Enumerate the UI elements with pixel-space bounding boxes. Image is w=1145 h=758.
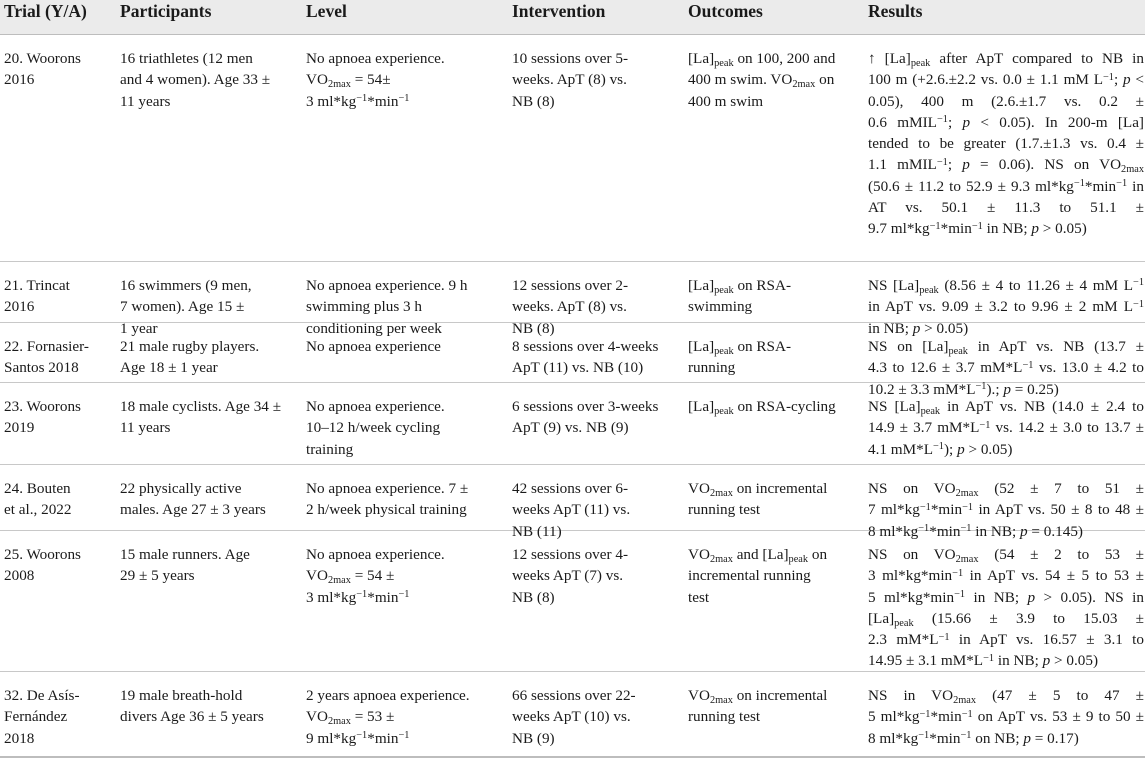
table-row	[0, 34, 1145, 262]
cell-outcomes	[688, 48, 858, 112]
cell-line: 10–12 h/week cycling	[306, 419, 441, 437]
cell-line: 18 male cyclists. Age 34 ±	[120, 398, 282, 415]
cell-line: NB (8)	[512, 588, 555, 606]
cell-line: 0.6 mMIL$^{-1}$; p < 0.05). In 200-m [La]	[868, 113, 1144, 131]
cell-line: 22 physically active	[120, 480, 242, 497]
table-row	[0, 671, 1145, 758]
cell-line: 5 $ml*kg*\min^{-1}$ in NB; p > 0.05). NS in	[868, 588, 1144, 606]
cell-line: tended to be greater (1.7.±1.3 vs. 0.4 ±	[868, 135, 1144, 153]
table-row	[0, 322, 1145, 398]
cell-level	[306, 685, 498, 749]
cell-line: 4.1 $mM*L^{-1}$); p > 0.05)	[868, 440, 1013, 458]
cell-line: swimming plus 3 h	[306, 298, 423, 316]
cell-line: AT vs. 50.1 ± 11.3 to 51.1 ±	[868, 199, 1144, 217]
cell-line: NS $[La]_{peak}$ in ApT vs. NB (14.0 ± 2.4 to	[868, 398, 1144, 417]
cell-line: 0.05), 400 m (2.6.±1.7 vs. 0.2 ±	[868, 92, 1144, 110]
cell-participants	[120, 478, 298, 521]
cell-line: $[La]_{peak}$ (15.66 ± 3.9 to 15.03 ±	[868, 609, 1144, 629]
cell-line: 4.3 to 12.6 ± 3.7 $mM*L^{-1}$ vs. 13.0 ± 4.2 to	[868, 359, 1144, 377]
cell-trial	[4, 48, 112, 91]
cell-line: NS on $VO_{2max}$ (52 ± 7 to 51 ±	[868, 480, 1145, 499]
table-row	[0, 464, 1145, 540]
table-row	[0, 382, 1145, 465]
cell-line: 9 $ml*kg^{-1}*\min^{-1}$	[306, 729, 410, 747]
cell-line: 14.9 ± 3.7 $mM*L^{-1}$ vs. 14.2 ± 3.0 to 13.7 ±	[868, 419, 1144, 437]
cell-line: NB (8)	[512, 92, 555, 110]
header-trial: Trial (Y/A)	[4, 1, 87, 21]
cell-line: $[La]_{peak}$ on RSA-	[688, 338, 792, 357]
header-intervention: Intervention	[512, 1, 606, 21]
cell-line: 12 sessions over 4-	[512, 546, 629, 563]
cell-trial	[4, 544, 112, 587]
cell-line: $VO_{2max}$ and $[La]_{peak}$ on	[688, 546, 828, 565]
cell-line: 29 ± 5 years	[120, 567, 195, 585]
cell-line: in ApT vs. 9.09 ± 3.2 to 9.96 ± 2 mM $L^{-1}$	[868, 298, 1144, 316]
cell-results	[868, 544, 1144, 672]
cell-line: 7 $ml*kg^{-1}*\min^{-1}$ in ApT vs. 50 ± 8 to 48 ±	[868, 501, 1144, 519]
cell-line: NB (9)	[512, 729, 555, 747]
cell-outcomes	[688, 275, 858, 318]
cell-intervention	[512, 396, 674, 439]
cell-line: NS on $[La]_{peak}$ in ApT vs. NB (13.7 ±	[868, 338, 1144, 357]
cell-intervention	[512, 336, 674, 379]
cell-line: (50.6 ± 11.2 to 52.9 ± 9.3 $ml*kg^{-1}*\min^{-1}$ in	[868, 177, 1144, 195]
cell-line: weeks. ApT (8) vs.	[512, 298, 627, 316]
header-outcomes: Outcomes	[688, 1, 763, 21]
cell-level	[306, 478, 498, 521]
cell-line: 8 $ml*kg^{-1}*\min^{-1}$ on NB; p = 0.17)	[868, 729, 1079, 747]
cell-line: 42 sessions over 6-	[512, 480, 629, 497]
table-row	[0, 261, 1145, 337]
cell-line: 5 $ml*kg^{-1}*\min^{-1}$ on ApT vs. 53 ± 9 to 50 ±	[868, 708, 1144, 726]
cell-line: 2008	[4, 567, 35, 585]
cell-line: running test	[688, 708, 761, 726]
cell-outcomes	[688, 544, 858, 608]
cell-line: 2016	[4, 71, 35, 89]
cell-line: 21. Trincat	[4, 277, 70, 294]
cell-line: 23. Woorons	[4, 398, 81, 415]
cell-line: 21 male rugby players.	[120, 338, 260, 355]
cell-line: ApT (9) vs. NB (9)	[512, 419, 629, 437]
cell-line: 66 sessions over 22-	[512, 687, 636, 704]
cell-level	[306, 336, 498, 357]
cell-line: NB (11)	[512, 522, 562, 540]
cell-line: NS in $VO_{2max}$ (47 ± 5 to 47 ±	[868, 687, 1145, 706]
cell-outcomes	[688, 336, 858, 379]
cell-line: $VO_{2max} = 54$ ±	[306, 567, 395, 587]
cell-line: NS $[La]_{peak}$ (8.56 ± 4 to 11.26 ± 4 mM $L^{-1}$	[868, 277, 1144, 296]
cell-line: 19 male breath-hold	[120, 687, 243, 704]
cell-line: incremental running	[688, 567, 811, 585]
cell-line: divers Age 36 ± 5 years	[120, 708, 264, 726]
cell-line: 11 years	[120, 92, 171, 110]
cell-line: ApT (11) vs. NB (10)	[512, 359, 644, 377]
cell-line: in NB; p > 0.05)	[868, 319, 969, 337]
cell-participants	[120, 336, 298, 379]
cell-line: No apnoea experience. 7 ±	[306, 480, 469, 497]
cell-line: 32. De Asís-	[4, 687, 80, 704]
cell-line: 11 years	[120, 419, 171, 437]
cell-line: 1.1 mMIL$^{-1}$; p = 0.06). NS on $VO_{2max}$	[868, 156, 1144, 176]
cell-line: $VO_{2max} = 54\pm$	[306, 71, 391, 91]
cell-participants	[120, 685, 298, 728]
cell-line: 15 male runners. Age	[120, 546, 250, 563]
cell-trial	[4, 685, 112, 749]
cell-participants	[120, 544, 298, 587]
cell-line: test	[688, 588, 710, 606]
cell-line: running test	[688, 501, 761, 519]
cell-intervention	[512, 48, 674, 112]
cell-line: $[La]_{peak}$ on 100, 200 and	[688, 50, 836, 69]
cell-line: $VO_{2max}$ on incremental	[688, 480, 828, 499]
table-header	[0, 0, 1145, 35]
cell-line: 16 triathletes (12 men	[120, 50, 253, 67]
header-level: Level	[306, 1, 347, 21]
cell-line: 14.95 ± 3.1 $mM*L^{-1}$ in NB; p > 0.05)	[868, 652, 1098, 670]
cell-outcomes	[688, 478, 858, 521]
cell-line: 20. Woorons	[4, 50, 81, 67]
cell-results	[868, 396, 1144, 460]
cell-line: 8 $ml*kg^{-1}*\min^{-1}$ in NB; p = 0.145)	[868, 522, 1083, 540]
cell-trial	[4, 478, 112, 521]
cell-line: $VO_{2max}$ on incremental	[688, 687, 828, 706]
cell-line: 2 years apnoea experience.	[306, 687, 470, 704]
cell-line: $VO_{2max} = 53$ ±	[306, 708, 395, 728]
cell-intervention	[512, 685, 674, 749]
cell-line: 1 year	[120, 319, 158, 337]
cell-line: 400 m swim	[688, 92, 764, 110]
cell-line: No apnoea experience.	[306, 50, 445, 67]
cell-line: 2016	[4, 298, 35, 316]
cell-line: 400 m swim. $VO_{2max}$ on	[688, 71, 835, 91]
cell-line: et al., 2022	[4, 501, 72, 519]
table-row	[0, 530, 1145, 672]
cell-line: NS on $VO_{2max}$ (54 ± 2 to 53 ±	[868, 546, 1145, 565]
cell-line: and 4 women). Age 33 ±	[120, 71, 271, 89]
cell-line: weeks ApT (7) vs.	[512, 567, 624, 585]
cell-line: $[La]_{peak}$ on RSA-	[688, 277, 792, 296]
cell-line: 10.2 ± 3.3 $mM*L^{-1}$).; p = 0.25)	[868, 380, 1059, 398]
cell-line: 3 $ml*kg^{-1}*\min^{-1}$	[306, 588, 410, 606]
cell-intervention	[512, 544, 674, 608]
cell-line: Fernández	[4, 708, 68, 726]
cell-outcomes	[688, 685, 858, 728]
cell-participants	[120, 48, 298, 112]
cell-line: 8 sessions over 4-weeks	[512, 338, 659, 355]
cell-line: 6 sessions over 3-weeks	[512, 398, 659, 415]
cell-line: 3 $ml*kg^{-1}*\min^{-1}$	[306, 92, 410, 110]
cell-line: 7 women). Age 15 ±	[120, 298, 245, 316]
cell-line: conditioning per week	[306, 319, 442, 337]
cell-participants	[120, 396, 298, 439]
cell-level	[306, 544, 498, 608]
cell-line: $[La]_{peak}$ on RSA-cycling	[688, 398, 836, 417]
cell-line: 12 sessions over 2-	[512, 277, 629, 294]
cell-line: 25. Woorons	[4, 546, 81, 563]
cell-line: ↑ $[La]_{peak}$ after ApT compared to NB in	[868, 50, 1144, 69]
cell-line: 22. Fornasier-	[4, 338, 89, 355]
cell-line: 24. Bouten	[4, 480, 71, 497]
cell-line: weeks ApT (11) vs.	[512, 501, 631, 519]
cell-line: No apnoea experience	[306, 338, 441, 355]
cell-line: 10 sessions over 5-	[512, 50, 629, 67]
header-results: Results	[868, 1, 923, 21]
cell-trial	[4, 275, 112, 318]
cell-line: No apnoea experience. 9 h	[306, 277, 468, 294]
cell-level	[306, 48, 498, 112]
cell-level	[306, 396, 498, 460]
cell-line: 3 $ml*kg*\min^{-1}$ in ApT vs. 54 ± 5 to 53 ±	[868, 567, 1144, 585]
cell-line: males. Age 27 ± 3 years	[120, 501, 266, 519]
cell-trial	[4, 336, 112, 379]
cell-outcomes	[688, 396, 858, 417]
cell-line: weeks ApT (10) vs.	[512, 708, 631, 726]
cell-line: 100 m (+2.6.±2.2 vs. 0.0 ± 1.1 mM $L^{-1}$; p <	[868, 71, 1144, 89]
cell-line: swimming	[688, 298, 753, 316]
cell-results	[868, 685, 1144, 749]
cell-results	[868, 48, 1144, 240]
cell-trial	[4, 396, 112, 439]
cell-line: 2 h/week physical training	[306, 501, 467, 519]
cell-line: Age 18 ± 1 year	[120, 359, 218, 377]
cell-line: 9.7 $ml*kg^{-1}*\min^{-1}$ in NB; p > 0.05)	[868, 220, 1087, 238]
cell-line: No apnoea experience.	[306, 398, 445, 415]
cell-line: weeks. ApT (8) vs.	[512, 71, 627, 89]
cell-line: 2.3 $mM*L^{-1}$ in ApT vs. 16.57 ± 3.1 to	[868, 631, 1144, 649]
cell-line: No apnoea experience.	[306, 546, 445, 563]
cell-line: 16 swimmers (9 men,	[120, 277, 252, 294]
cell-line: Santos 2018	[4, 359, 79, 377]
cell-line: training	[306, 440, 354, 458]
cell-line: 2018	[4, 729, 35, 747]
header-participants: Participants	[120, 1, 212, 21]
cell-line: 2019	[4, 419, 35, 437]
cell-line: NB (8)	[512, 319, 555, 337]
cell-line: running	[688, 359, 736, 377]
